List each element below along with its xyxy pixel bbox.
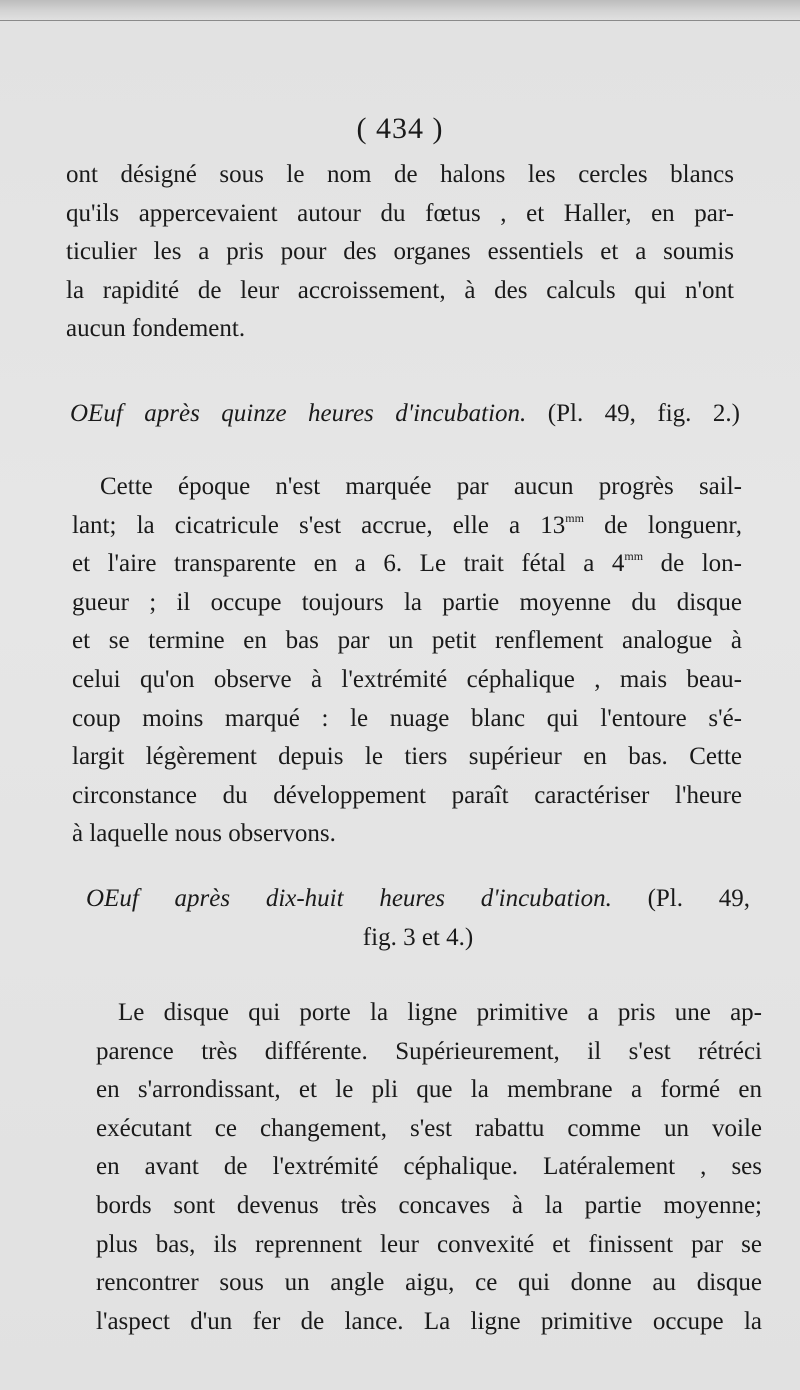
- text-line: largit légèrement depuis le tiers supérieur en bas. Cette: [72, 743, 742, 771]
- text-line: lant; la cicatricule s'est accrue, elle a $13^{mm}$ de longuenr,: [72, 510, 742, 539]
- section-heading-1: [70, 395, 740, 434]
- text-line: parence très différente. Supérieurement, il s'est rétréci: [96, 1037, 762, 1065]
- text-line: coup moins marqué : le nuage blanc qui l'entoure s'é-: [72, 704, 742, 732]
- text-line: circonstance du développement paraît caractériser l'heure: [72, 781, 742, 809]
- text-line: Le disque qui porte la ligne primitive a pris une ap-: [118, 999, 762, 1026]
- text-line: l'aspect d'un fer de lance. La ligne primitive occupe la: [96, 1307, 762, 1335]
- text-line: celui qu'on observe à l'extrémité céphalique , mais beau-: [72, 665, 742, 693]
- superscript: mm: [565, 510, 584, 525]
- text-line: aucun fondement.: [66, 315, 246, 343]
- heading-title: OEuf après dix-huit heures d'incubation.: [86, 885, 612, 912]
- text-line: la rapidité de leur accroissement, à des calculs qui n'ont: [66, 276, 734, 304]
- paragraph-2: [72, 468, 742, 854]
- figure-reference: (Pl. 49,: [647, 885, 750, 912]
- text-line: rencontrer sous un angle aigu, ce qui donne au disque: [96, 1269, 762, 1297]
- text-line: exécutant ce changement, s'est rabattu comme un voile: [96, 1114, 762, 1142]
- superscript: mm: [624, 549, 644, 564]
- text-line: à laquelle nous observons.: [72, 820, 336, 848]
- text-line: bords sont devenus très concaves à la partie moyenne;: [96, 1191, 762, 1219]
- paragraph-1: [66, 156, 734, 349]
- figure-reference-continued: fig. 3 et 4.): [362, 923, 474, 951]
- text-line: en s'arrondissant, et le pli que la membrane a formé en: [96, 1076, 762, 1104]
- text-line: gueur ; il occupe toujours la partie moyenne du disque: [72, 588, 742, 616]
- page-number: ( 434 ): [356, 112, 444, 145]
- figure-reference: (Pl. 49, fig. 2.): [547, 400, 740, 427]
- heading-title: OEuf après quinze heures d'incubation.: [70, 400, 527, 427]
- paragraph-3: [96, 994, 762, 1341]
- text-line: ticulier les a pris pour des organes essentiels et a soumis: [66, 238, 734, 266]
- text-line: qu'ils appercevaient autour du fœtus , et Haller, en par-: [66, 199, 734, 227]
- text-line: Cette époque n'est marquée par aucun progrès sail-: [100, 473, 742, 500]
- text-line: et l'aire transparente en a 6. Le trait fétal a $4^{mm}$ de lon-: [72, 549, 743, 578]
- text-line: et se termine en bas par un petit renflement analogue à: [72, 627, 742, 655]
- section-heading-2: [86, 880, 750, 957]
- text-line: en avant de l'extrémité céphalique. Latéralement , ses: [96, 1153, 762, 1181]
- text-line: ont désigné sous le nom de halons les cercles blancs: [66, 161, 734, 188]
- text-line: plus bas, ils reprennent leur convexité et finissent par se: [96, 1230, 762, 1258]
- page-top-edge: [0, 0, 800, 21]
